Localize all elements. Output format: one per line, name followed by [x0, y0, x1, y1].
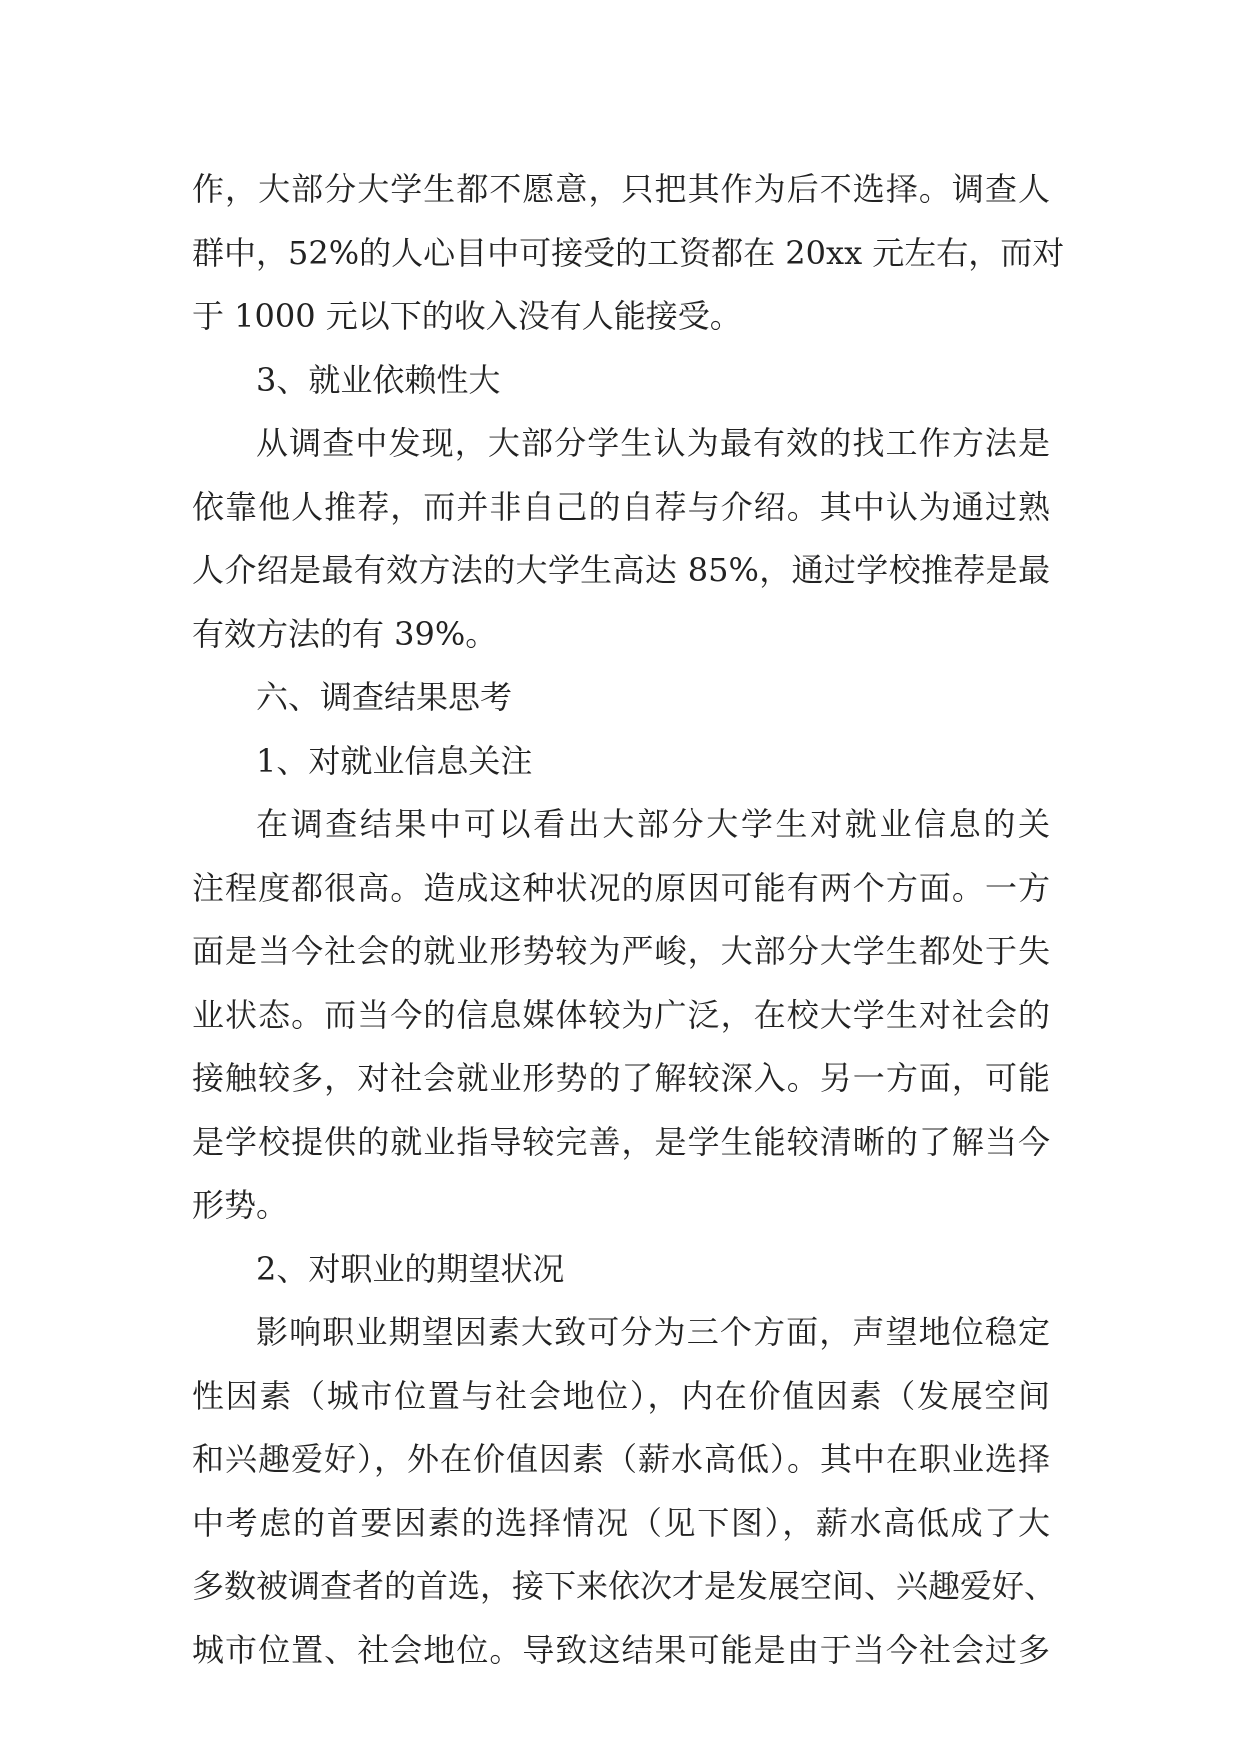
- body-text-line: 群中，52%的人心目中可接受的工资都在 20xx 元左右，而对: [192, 233, 1065, 272]
- body-text-line: 性因素（城市位置与社会地位），内在价值因素（发展空间: [192, 1376, 1050, 1415]
- body-text-line: 依靠他人推荐，而并非自己的自荐与介绍。其中认为通过熟: [192, 487, 1050, 526]
- body-text-line: 接触较多，对社会就业形势的了解较深入。另一方面，可能: [192, 1059, 1050, 1097]
- body-text-line: 有效方法的有 39%。: [192, 614, 498, 653]
- body-text-line: 形势。: [192, 1186, 289, 1224]
- body-text-line: 从调查中发现，大部分学生认为最有效的找工作方法是: [256, 424, 1050, 462]
- section-heading: 六、调查结果思考: [256, 678, 513, 716]
- body-text-line: 中考虑的首要因素的选择情况（见下图），薪水高低成了大: [192, 1503, 1050, 1542]
- body-text-line: 是学校提供的就业指导较完善，是学生能较清晰的了解当今: [192, 1122, 1050, 1161]
- subsection-heading: 1、对就业信息关注: [256, 741, 533, 780]
- document-body: [192, 158, 1065, 1682]
- subsection-heading: 2、对职业的期望状况: [256, 1249, 565, 1288]
- subsection-heading: 3、就业依赖性大: [256, 360, 501, 399]
- body-text-line: 注程度都很高。造成这种状况的原因可能有两个方面。一方: [192, 868, 1050, 907]
- body-text-line: 作，大部分大学生都不愿意，只把其作为后不选择。调查人: [192, 170, 1050, 208]
- body-text-line: 和兴趣爱好），外在价值因素（薪水高低）。其中在职业选择: [192, 1440, 1050, 1478]
- body-text-line: 面是当今社会的就业形势较为严峻，大部分大学生都处于失: [192, 932, 1050, 970]
- body-text-line: 多数被调查者的首选，接下来依次才是发展空间、兴趣爱好、: [192, 1567, 1057, 1605]
- body-text-line: 在调查结果中可以看出大部分大学生对就业信息的关: [256, 805, 1050, 843]
- body-text-line: 业状态。而当今的信息媒体较为广泛，在校大学生对社会的: [192, 995, 1050, 1034]
- body-text-line: 城市位置、社会地位。导致这结果可能是由于当今社会过多: [192, 1630, 1050, 1669]
- body-text-line: 于 1000 元以下的收入没有人能接受。: [192, 297, 742, 335]
- body-text-line: 人介绍是最有效方法的大学生高达 85%，通过学校推荐是最: [192, 551, 1050, 589]
- body-text-line: 影响职业期望因素大致可分为三个方面，声望地位稳定: [256, 1313, 1050, 1351]
